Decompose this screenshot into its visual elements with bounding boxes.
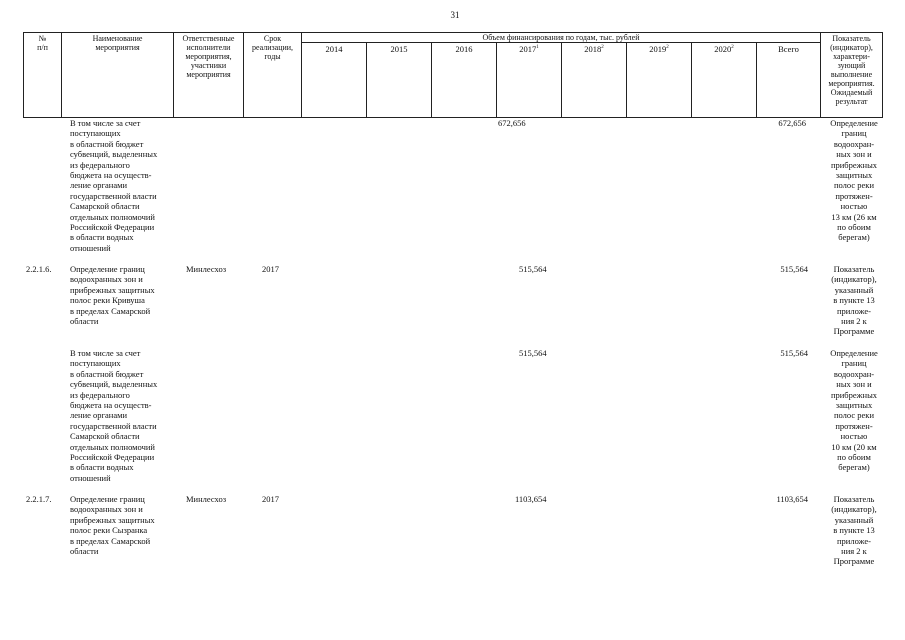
header-col-funding: Объем финансирования по годам, тыс. рублей [482,33,640,42]
row-value-2017: 1103,654 [515,494,547,504]
header-col-number: № п/п [37,34,48,52]
row-value-2017: 515,564 [519,264,547,274]
header-col-term: Срок реализации, годы [251,34,294,61]
year-header-2017: 2017$^1$ [519,44,539,54]
row-indicator: Показатель (индикатор), указанный в пункте 13 приложе- ния 2 к Программе [831,494,877,567]
row-name: В том числе за счет поступающих в областной бюджет субвенций, выделенных из федерального бюджета на осуществ- ление органами государственной власти Самарской области отдельных полномочий Российской Федерации в области водных отношений [70,348,158,483]
header-col-indicator: Показатель (индикатор), характери- зующий выполнение мероприятия. Ожидаемый результат [828,34,875,106]
row-value-2017: 515,564 [519,348,547,358]
row-number: 2.2.1.6. [26,264,52,274]
row-value-total: 515,564 [780,348,808,358]
row-value-total: 672,656 [778,118,806,128]
year-header-2015: 2015 [390,44,408,54]
year-header-2016: 2016 [455,44,473,54]
year-header-2018: 2018$^2$ [584,44,604,54]
row-indicator: Определение границ водоохран- ных зон и прибрежных защитных полос реки протяжен- ностью 10 км (20 км по обоим берегам) [830,348,878,473]
row-executor: Минлесхоз [186,264,227,274]
row-indicator: Показатель (индикатор), указанный в пункте 13 приложе- ния 2 к Программе [831,264,877,337]
row-name: Определение границ водоохранных зон и прибрежных защитных полос реки Сызранка в пределах Самарской области [70,494,155,557]
row-indicator: Определение границ водоохран- ных зон и прибрежных защитных полос реки протяжен- ностью 13 км (26 км по обоим берегам) [830,118,878,243]
page-number: 31 [450,10,460,20]
row-number: 2.2.1.7. [26,494,52,504]
year-header-2020: 2020$^2$ [714,44,734,54]
row-value-total: 1103,654 [776,494,808,504]
year-header-total: Всего [778,44,799,54]
header-col-name: Наименование мероприятия [92,34,143,52]
row-name: Определение границ водоохранных зон и прибрежных защитных полос реки Кривуша в пределах Самарской области [70,264,155,327]
year-header-2014: 2014 [325,44,343,54]
row-name: В том числе за счет поступающих в областной бюджет субвенций, выделенных из федерального бюджета на осуществ- ление органами государственной власти Самарской области отдельных полномочий Российской Федерации в области водных отношений [70,118,158,253]
header-col-executors: Ответственные исполнители мероприятия, участники мероприятия [182,34,235,79]
row-value-2017: 672,656 [498,118,526,128]
row-value-total: 515,564 [780,264,808,274]
row-executor: Минлесхоз [186,494,227,504]
year-header-2019: 2019$^2$ [649,44,669,54]
row-term: 2017 [262,264,279,274]
row-term: 2017 [262,494,279,504]
